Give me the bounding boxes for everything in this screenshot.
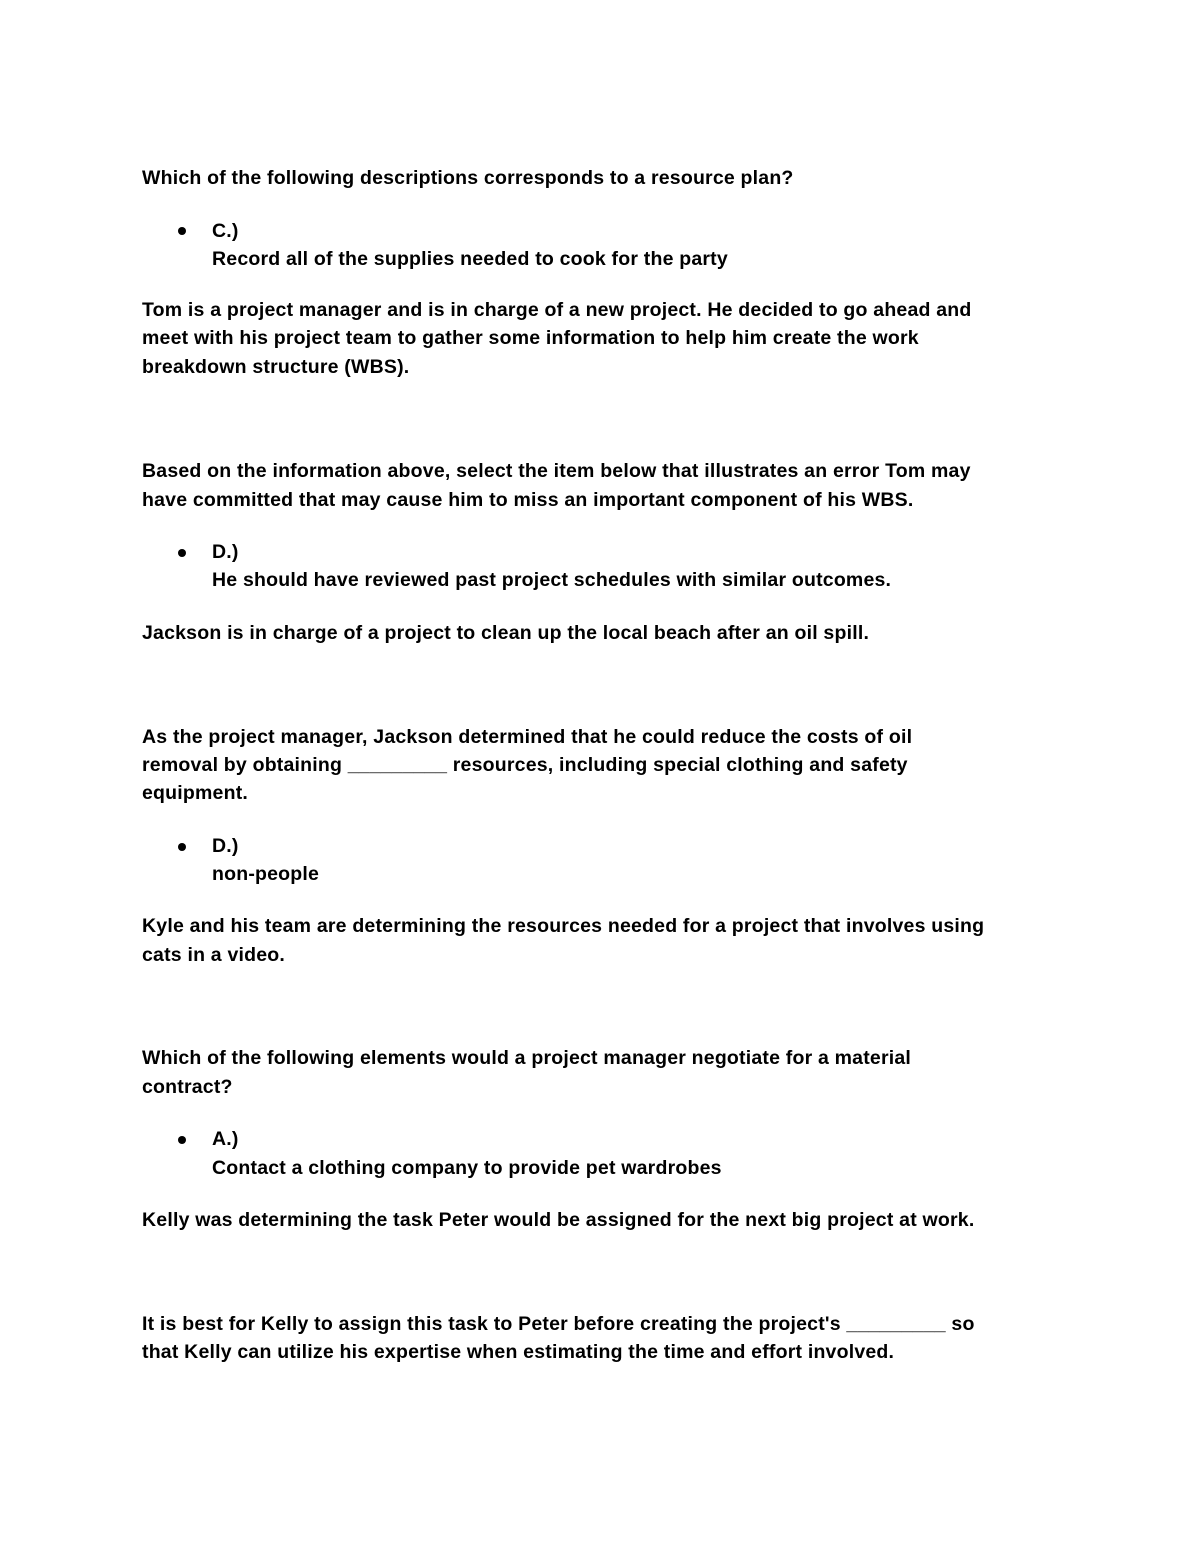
answer-1-letter: C.) — [212, 220, 239, 242]
answer-3-letter: D.) — [212, 835, 239, 857]
answer-2-text: He should have reviewed past project schedules with similar outcomes. — [212, 569, 892, 591]
scenario-2-line-1: Tom is a project manager and is in charge of a new project. He decided to go ahead and — [142, 299, 972, 321]
answer-3-bullet-icon — [178, 843, 186, 851]
scenario-4-line-1: Kyle and his team are determining the resources needed for a project that involves using — [142, 915, 985, 937]
answer-1-text: Record all of the supplies needed to cook for the party — [212, 248, 728, 270]
answer-3-text: non-people — [212, 863, 320, 885]
answer-2-bullet-icon — [178, 549, 186, 557]
scenario-3-line-1: Jackson is in charge of a project to clean up the local beach after an oil spill. — [142, 622, 870, 644]
answer-1-bullet-icon — [178, 227, 186, 235]
answer-4-text: Contact a clothing company to provide pet wardrobes — [212, 1157, 722, 1179]
question-1-line-1: Which of the following descriptions corresponds to a resource plan? — [142, 167, 794, 189]
question-2-line-1: Based on the information above, select the item below that illustrates an error Tom may — [142, 460, 971, 482]
answer-2-letter: D.) — [212, 541, 239, 563]
scenario-2-line-2: meet with his project team to gather some information to help him create the work — [142, 327, 919, 349]
question-5-line-2: that Kelly can utilize his expertise when estimating the time and effort involved. — [142, 1341, 895, 1363]
question-5-line-1: It is best for Kelly to assign this task to Peter before creating the project's _________ so — [142, 1313, 975, 1335]
answer-4-bullet-icon — [178, 1136, 186, 1144]
question-4-line-2: contract? — [142, 1076, 233, 1098]
question-2-line-2: have committed that may cause him to miss an important component of his WBS. — [142, 489, 914, 511]
question-3-line-1: As the project manager, Jackson determined that he could reduce the costs of oil — [142, 726, 913, 748]
scenario-2-line-3: breakdown structure (WBS). — [142, 356, 410, 378]
question-3-line-2: removal by obtaining _________ resources, including special clothing and safety — [142, 754, 908, 776]
scenario-4-line-2: cats in a video. — [142, 944, 286, 966]
answer-4-letter: A.) — [212, 1128, 239, 1150]
scenario-5-line-1: Kelly was determining the task Peter would be assigned for the next big project at work. — [142, 1209, 975, 1231]
question-3-line-3: equipment. — [142, 782, 249, 804]
question-4-line-1: Which of the following elements would a project manager negotiate for a material — [142, 1047, 912, 1069]
